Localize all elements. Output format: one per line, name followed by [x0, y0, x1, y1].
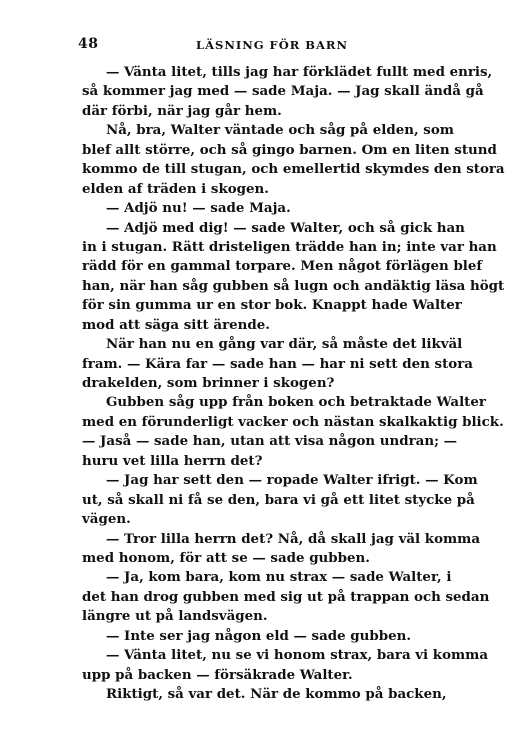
text-line: — Adjö nu! — sade Maja. — [106, 200, 291, 217]
text-line: — Ja, kom bara, kom nu strax — sade Walter, i — [106, 569, 452, 586]
text-line: längre ut på landsvägen. — [82, 608, 268, 625]
text-line: upp på backen — försäkrade Walter. — [82, 666, 353, 683]
text-line: — Inte ser jag någon eld — sade gubben. — [106, 627, 412, 644]
text-line: så kommer jag med — sade Maja. — Jag skall ändå gå — [82, 83, 484, 100]
text-line: rädd för en gammal torpare. Men något förlägen blef — [82, 258, 483, 275]
text-line: huru vet lilla herrn det? — [82, 452, 263, 469]
text-line: När han nu en gång var där, så måste det likväl — [106, 336, 463, 353]
running-title: LÄSNING FÖR BARN — [196, 38, 348, 52]
text-line: elden af träden i skogen. — [82, 180, 269, 197]
text-line: med honom, för att se — sade gubben. — [82, 549, 370, 566]
text-line: — Tror lilla herrn det? Nå, då skall jag väl komma — [106, 530, 481, 547]
text-line: där förbi, när jag går hem. — [82, 102, 282, 119]
text-line: han, när han såg gubben så lugn och andäktig läsa högt — [82, 277, 505, 294]
page-number: 48 — [78, 36, 99, 52]
text-line: in i stugan. Rätt dristeligen trädde han in; inte var han — [82, 238, 497, 255]
text-line: det han drog gubben med sig ut på trappan och sedan — [82, 588, 490, 605]
text-line: för sin gumma ur en stor bok. Knappt hade Walter — [82, 297, 462, 314]
text-line: fram. — Kära far — sade han — har ni sett den stora — [82, 355, 473, 372]
text-line: Gubben såg upp från boken och betraktade Walter — [106, 394, 486, 411]
text-line: drakelden, som brinner i skogen? — [82, 375, 335, 391]
text-line: Nå, bra, Walter väntade och såg på elden, som — [106, 122, 454, 139]
text-line: — Jaså — sade han, utan att visa någon undran; — — [82, 433, 458, 450]
text-line: blef allt större, och så gingo barnen. Om en liten stund — [82, 141, 497, 158]
text-line: med en förunderligt vacker och nästan skalkaktig blick. — [82, 413, 504, 430]
text-line: kommo de till stugan, och emellertid skymdes den stora — [82, 161, 505, 178]
text-line: Riktigt, så var det. När de kommo på backen, — [106, 686, 447, 702]
text-line: vägen. — [82, 511, 131, 528]
text-line: — Vänta litet, tills jag har förklädet fullt med enris, — [106, 64, 493, 80]
text-line: ut, så skall ni få se den, bara vi gå ett litet stycke på — [82, 491, 475, 508]
body-text — [82, 63, 505, 704]
text-line: mod att säga sitt ärende. — [82, 316, 270, 333]
text-line: — Vänta litet, nu se vi honom strax, bara vi komma — [106, 647, 489, 664]
text-line: — Adjö med dig! — sade Walter, och så gick han — [106, 219, 465, 236]
text-line: — Jag har sett den — ropade Walter ifrigt. — Kom — [106, 472, 478, 489]
